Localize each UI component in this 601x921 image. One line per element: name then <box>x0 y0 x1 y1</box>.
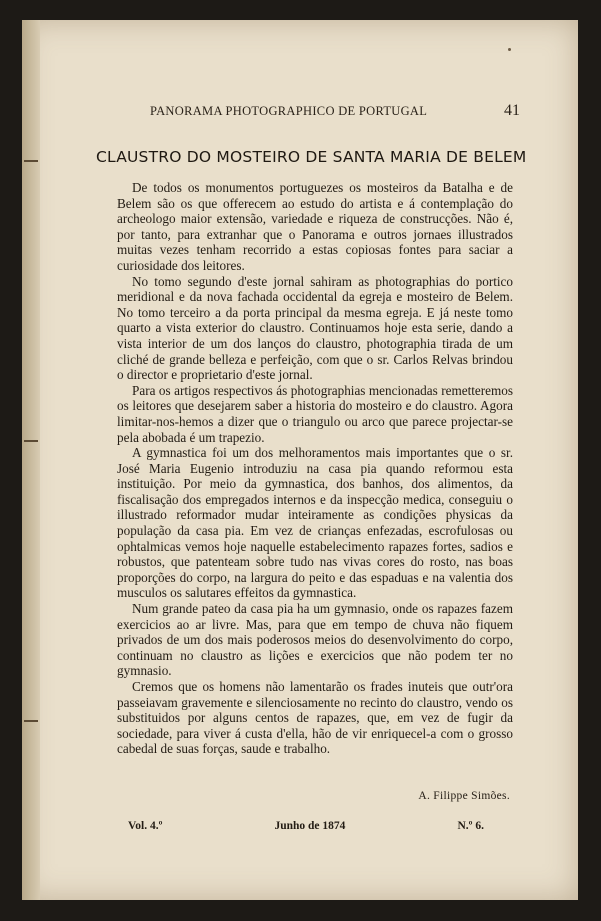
running-title: PANORAMA PHOTOGRAPHICO DE PORTUGAL <box>150 104 428 118</box>
paper-speck <box>508 48 511 51</box>
volume-label: Vol. 4.º <box>128 820 163 832</box>
page-footer <box>128 820 484 832</box>
issue-date: Junho de 1874 <box>274 820 346 832</box>
author-signature: A. Filippe Simões. <box>418 790 510 802</box>
paragraph: De todos os monumentos portuguezes os mosteiros da Batalha e de Belem são os que offerecem ao estudo do artista e á contemplação do archeologo maior extensão, variedade e riqueza de construcções. Não é, por tanto, para extranhar que o Panorama e outros jornaes illustrados muitas vezes tenham recorrido a estas copiosas fontes para saciar a curiosidade dos leitores. <box>117 180 513 273</box>
paragraph: Para os artigos respectivos ás photographias mencionadas remetteremos os leitores que desejarem saber a historia do mosteiro e do claustro. Agora limitar-nos-hemos a dizer que o triangulo ou arco que parece projectar-se pela abobada é um trapezio. <box>117 382 513 445</box>
page-binding <box>22 20 40 900</box>
binding-thread <box>24 720 38 722</box>
paragraph: A gymnastica foi um dos melhoramentos mais importantes que o sr. José Maria Eugenio introduziu na casa pia quando reformou esta instituição. Por meio da gymnastica, dos banhos, dos alimentos, da fiscalisação dos empregados internos e da inspecção medica, conseguiu o illustrado reformador mudar inteiramente as condições physicas da população da casa pia. Em vez de crianças enfezadas, escrofulosas ou ophtalmicas vemos hoje naquelle estabelecimento rapazes fortes, sadios e robustos, que patenteam sobre tudo nas vivas cores do rosto, nas boas proporções do corpo, na largura do peito e das espaduas e na valentia dos musculos os salutares effeitos da gymnastica. <box>117 445 513 601</box>
paragraph: Num grande pateo da casa pia ha um gymnasio, onde os rapazes fazem exercicios ao ar livre. Mas, para que em tempo de chuva não fiquem privados de um dos mais poderosos meios do desenvolvimento do corpo, continuam no claustro as lições e exercicios que não podem ter no gymnasio. <box>117 601 513 679</box>
article-body <box>117 180 513 757</box>
paragraph: No tomo segundo d'este jornal sahiram as photographias do portico meridional e da nova fachada occidental da egreja e mosteiro de Belem. No tomo terceiro a da porta principal da mesma egreja. E já neste tomo quarto a vista exterior do claustro. Continuamos hoje esta serie, dando a vista interior de um dos lanços do claustro, photographia tirada de um cliché de grande belleza e perfeição, com que o sr. Carlos Relvas brindou o director e proprietario d'este jornal. <box>117 273 513 383</box>
binding-thread <box>24 440 38 442</box>
issue-number: N.º 6. <box>457 820 484 832</box>
article-title: CLAUSTRO DO MOSTEIRO DE SANTA MARIA DE BELEM <box>96 148 527 166</box>
page-number: 41 <box>504 102 520 119</box>
page-header <box>150 102 520 120</box>
binding-thread <box>24 160 38 162</box>
paragraph: Cremos que os homens não lamentarão os frades inuteis que outr'ora passeiavam gravemente e silenciosamente no recinto do claustro, vendo os substituidos por alguns centos de rapazes, que, em vez de fugir da sociedade, para viver á custa d'ella, hão de vir enriquecel-a com o grosso cabedal de suas forças, saude e trabalho. <box>117 679 513 757</box>
